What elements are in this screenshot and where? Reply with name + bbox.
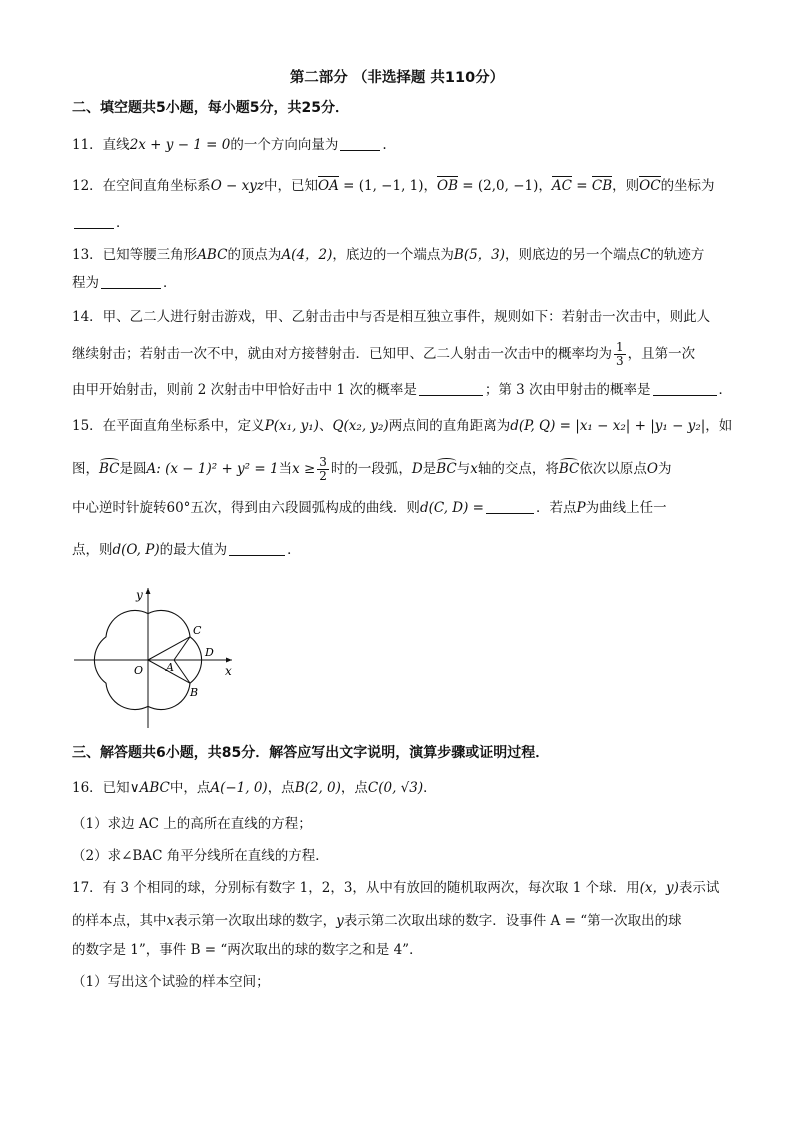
fraction-three-halves: $\frac{3}{2}$ bbox=[319, 455, 327, 483]
question-17-line3: 的数字是 1”，事件 B = “两次取出的球的数字之和是 4”． bbox=[72, 942, 423, 958]
question-16-part1: （1）求边 AC 上的高所在直线的方程； bbox=[72, 816, 312, 832]
label-y: y bbox=[136, 588, 143, 602]
section-2-heading: 二、填空题共5小题，每小题5分，共25分． bbox=[72, 100, 349, 116]
question-16-part2: （2）求∠BAC 角平分线所在直线的方程． bbox=[72, 848, 329, 864]
fraction-one-third: $\frac{1}{3}$ bbox=[616, 340, 624, 368]
answer-blank[interactable] bbox=[653, 381, 717, 396]
segment-oc bbox=[148, 637, 190, 660]
question-11: 11．直线2x + y − 1 = 0的一个方向向量为 . bbox=[72, 137, 387, 153]
segment-ac bbox=[174, 637, 190, 660]
question-15-line2: 图，BC是圆A: (x − 1)² + y² = 1当x ≥ $\frac{3}{2}$ 时的一段弧，D是BC与x轴的交点，将BC依次以原点O为 bbox=[72, 455, 672, 483]
answer-blank[interactable] bbox=[229, 541, 285, 556]
part-heading: 第二部分 （非选择题 共110分） bbox=[289, 70, 505, 86]
answer-blank[interactable] bbox=[419, 381, 483, 396]
question-13: 13．已知等腰三角形ABC的顶点为A(4，2)，底边的一个端点为B(5，3)，则底边的另一个端点C的轨迹方 bbox=[72, 247, 705, 263]
label-b: B bbox=[190, 686, 199, 699]
answer-blank[interactable] bbox=[101, 274, 161, 289]
question-12: 12．在空间直角坐标系O − xyz中，已知OA = (1, −1, 1)，OB = (2,0, −1)，AC = CB，则OC的坐标为 bbox=[72, 178, 715, 194]
question-13-cont: 程为 ． bbox=[72, 275, 177, 291]
label-a: A bbox=[166, 661, 174, 674]
six-arc-curve-figure bbox=[72, 582, 242, 732]
question-14-line2: 继续射击；若射击一次不中，就由对方接替射击．已知甲、乙二人射击一次击中的概率均为 $\frac{1}{3}$ ，且第一次 bbox=[72, 340, 696, 368]
question-15-line4: 点，则d(O, P)的最大值为 ． bbox=[72, 542, 301, 558]
section-3-heading: 三、解答题共6小题，共85分．解答应写出文字说明，演算步骤或证明过程． bbox=[72, 745, 550, 761]
question-16: 16．已知∨ABC中，点A(−1, 0)，点B(2, 0)，点C(0, √3)． bbox=[72, 780, 437, 796]
answer-blank[interactable] bbox=[340, 136, 380, 151]
question-12-cont: ． bbox=[72, 213, 130, 233]
label-d: D bbox=[205, 646, 214, 659]
question-15-line3: 中心逆时针旋转60°五次，得到由六段圆弧构成的曲线．则d(C, D) = ．若点P为曲线上任一 bbox=[72, 500, 667, 516]
question-17: 17．有 3 个相同的球，分别标有数字 1，2，3，从中有放回的随机取两次，每次取 1 个球．用(x，y)表示试 bbox=[72, 880, 720, 896]
y-axis-arrow bbox=[146, 588, 151, 594]
question-17-line2: 的样本点，其中x表示第一次取出球的数字，y表示第二次取出球的数字．设事件 A = “第一次取出的球 bbox=[72, 913, 682, 929]
answer-blank[interactable] bbox=[486, 499, 534, 514]
segment-ab bbox=[174, 660, 190, 683]
answer-blank[interactable] bbox=[74, 214, 114, 229]
question-14: 14．甲、乙二人进行射击游戏，甲、乙射击击中与否是相互独立事件，规则如下：若射击一次击中，则此人 bbox=[72, 309, 711, 325]
x-axis-arrow bbox=[226, 658, 232, 663]
question-17-part1: （1）写出这个试验的样本空间； bbox=[72, 974, 270, 990]
label-c: C bbox=[193, 624, 202, 637]
label-x: x bbox=[225, 664, 232, 678]
question-15: 15．在平面直角坐标系中，定义P(x₁, y₁)、Q(x₂, y₂)两点间的直角距离为d(P, Q) = |x₁ − x₂| + |y₁ − y₂|，如 bbox=[72, 418, 733, 434]
label-o: O bbox=[134, 664, 144, 677]
question-14-line3: 由甲开始射击，则前 2 次射击中甲恰好击中 1 次的概率是 ；第 3 次由甲射击的概率是 ． bbox=[72, 382, 733, 398]
